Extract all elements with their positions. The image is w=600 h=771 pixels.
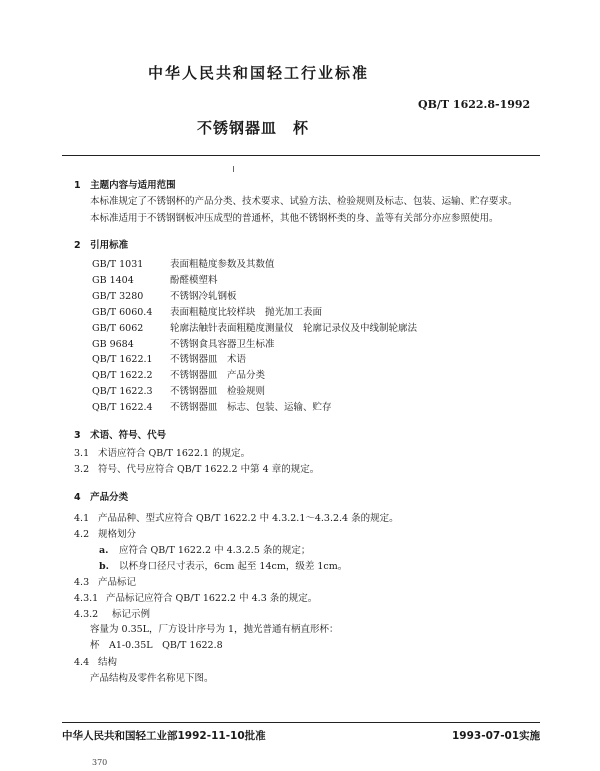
item-4-4: 4.4 结构 bbox=[74, 657, 118, 668]
section-4-heading: 4 产品分类 bbox=[74, 492, 129, 503]
ref-item: GB/T 6060.4 表面粗糙度比较样块 抛光加工表面 bbox=[92, 306, 323, 318]
item-3-1: 3.1 术语应符合 QB/T 1622.1 的规定。 bbox=[74, 448, 251, 459]
effective-date: 1993-07-01实施 bbox=[452, 730, 541, 742]
doc-title: 不锈钢器皿 杯 bbox=[197, 119, 310, 137]
item-4-2-a: a. 应符合 QB/T 1622.2 中 4.3.2.5 条的规定； bbox=[99, 545, 311, 556]
ref-list bbox=[92, 257, 417, 416]
org-title: 中华人民共和国轻工行业标准 bbox=[148, 64, 370, 82]
ref-item: GB/T 1031 表面粗糙度参数及其数值 bbox=[92, 259, 275, 270]
section-3-heading: 3 术语、符号、代号 bbox=[74, 430, 167, 441]
marking-example-code: 杯 A1-0.35L QB/T 1622.8 bbox=[90, 640, 223, 651]
item-4-3: 4.3 产品标记 bbox=[74, 577, 137, 588]
ref-item: GB/T 6062 轮廓法触针表面粗糙度测量仪 轮廓记录仪及中线制轮廓法 bbox=[92, 322, 418, 334]
item-4-2-b: b. 以杯身口径尺寸表示，6cm 起至 14cm，级差 1cm。 bbox=[99, 561, 348, 572]
section-1-heading: 1 主题内容与适用范围 bbox=[74, 180, 176, 191]
item-3-2: 3.2 符号、代号应符合 QB/T 1622.2 中第 4 章的规定。 bbox=[74, 464, 320, 475]
footer-rule bbox=[62, 722, 540, 723]
section-2-heading: 2 引用标准 bbox=[74, 240, 129, 251]
section-1-para-1: 本标准规定了不锈钢杯的产品分类、技术要求、试验方法、检验规则及标志、包装、运输、贮存要求。 bbox=[90, 196, 518, 207]
standard-code: QB/T 1622.8-1992 bbox=[418, 98, 531, 111]
section-1-para-2: 本标准适用于不锈钢钢板冲压成型的普通杯，其他不锈钢杯类的身、盖等有关部分亦应参照使用。 bbox=[90, 213, 499, 224]
ref-item: GB 1404 酚醛模塑料 bbox=[92, 274, 218, 286]
ref-item: QB/T 1622.3 不锈钢器皿 检验规则 bbox=[92, 386, 266, 398]
item-4-3-2: 4.3.2 标记示例 bbox=[74, 609, 151, 620]
ref-item: QB/T 1622.1 不锈钢器皿 术语 bbox=[92, 354, 247, 366]
page-number: 370 bbox=[92, 758, 108, 767]
item-4-2: 4.2 规格划分 bbox=[74, 529, 137, 540]
marking-example-desc: 容量为 0.35L，厂方设计序号为 1，抛光普通有柄直形杯： bbox=[90, 624, 339, 635]
structure-note: 产品结构及零件名称见下图。 bbox=[90, 673, 214, 684]
header-rule bbox=[62, 155, 540, 156]
item-4-3-1: 4.3.1 产品标记应符合 QB/T 1622.2 中 4.3 条的规定。 bbox=[74, 593, 318, 604]
approval-line: 中华人民共和国轻工业部1992-11-10批准 bbox=[62, 730, 266, 742]
ref-item: QB/T 1622.4 不锈钢器皿 标志、包装、运输、贮存 bbox=[92, 402, 332, 414]
ref-item: GB/T 3280 不锈钢冷轧钢板 bbox=[92, 290, 237, 302]
ref-item: QB/T 1622.2 不锈钢器皿 产品分类 bbox=[92, 370, 266, 382]
ref-item: GB 9684 不锈钢食具容器卫生标准 bbox=[92, 338, 275, 350]
item-4-1: 4.1 产品品种、型式应符合 QB/T 1622.2 中 4.3.2.1～4.3.2.4 条的规定。 bbox=[74, 513, 399, 524]
tick-mark bbox=[233, 166, 234, 172]
